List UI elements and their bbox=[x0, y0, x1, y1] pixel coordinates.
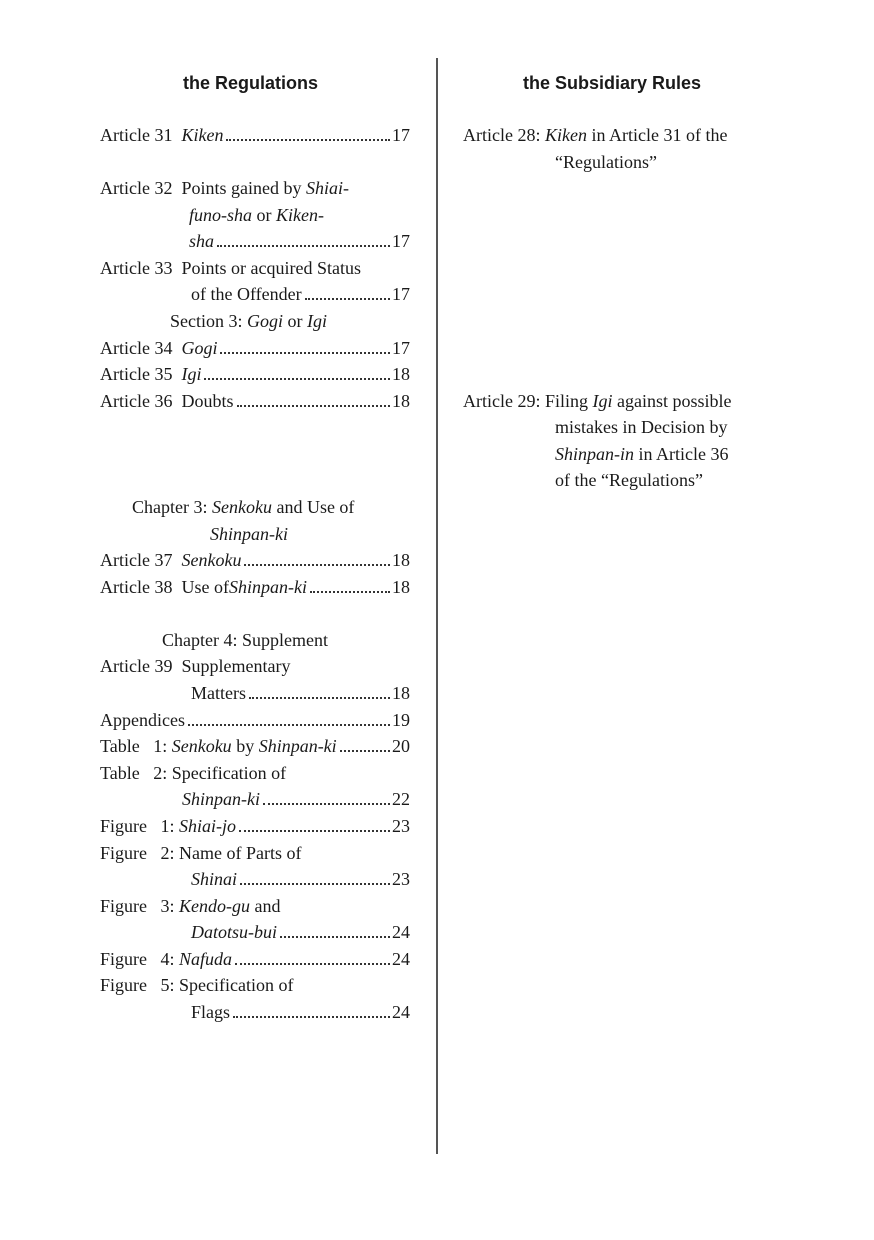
toc-table-2-line2: Shinpan-ki 22 bbox=[182, 789, 410, 809]
chapter-3-heading-line2: Shinpan-ki bbox=[210, 524, 288, 544]
toc-figure-3-line1[interactable]: Figure 3: Kendo-gu and bbox=[100, 896, 281, 916]
rule-article-28-line2: “Regulations” bbox=[555, 152, 657, 172]
toc-article-32-line2: funo-sha or Kiken- bbox=[189, 205, 324, 225]
toc-appendices[interactable]: Appendices 19 bbox=[100, 710, 410, 730]
toc-article-39-line1[interactable]: Article 39 Supplementary bbox=[100, 656, 291, 676]
toc-article-33-line2: of the Offender 17 bbox=[191, 284, 410, 304]
toc-figure-5-line1[interactable]: Figure 5: Specification of bbox=[100, 975, 294, 995]
rule-article-29-line1[interactable]: Article 29: Filing Igi against possible bbox=[463, 391, 732, 411]
rule-article-29-line4: of the “Regulations” bbox=[555, 470, 703, 490]
toc-article-39-line2: Matters 18 bbox=[191, 683, 410, 703]
toc-article-33-line1[interactable]: Article 33 Points or acquired Status bbox=[100, 258, 361, 278]
leader-dots bbox=[226, 139, 390, 141]
toc-figure-1[interactable]: Figure 1: Shiai-jo 23 bbox=[100, 816, 410, 836]
toc-figure-2-line2: Shinai 23 bbox=[191, 869, 410, 889]
section-3-heading: Section 3: Gogi or Igi bbox=[170, 311, 327, 331]
rule-article-28-line1[interactable]: Article 28: Kiken in Article 31 of the bbox=[463, 125, 728, 145]
toc-figure-3-line2: Datotsu-bui 24 bbox=[191, 922, 410, 942]
toc-figure-4[interactable]: Figure 4: Nafuda 24 bbox=[100, 949, 410, 969]
chapter-3-heading-line1: Chapter 3: Senkoku and Use of bbox=[132, 497, 355, 517]
toc-article-37[interactable]: Article 37 Senkoku 18 bbox=[100, 550, 410, 570]
toc-figure-2-line1[interactable]: Figure 2: Name of Parts of bbox=[100, 843, 302, 863]
column-divider bbox=[436, 58, 438, 1154]
toc-article-35[interactable]: Article 35 Igi 18 bbox=[100, 364, 410, 384]
toc-article-32-line1[interactable]: Article 32 Points gained by Shiai- bbox=[100, 178, 349, 198]
chapter-4-heading: Chapter 4: Supplement bbox=[162, 630, 328, 650]
toc-article-34[interactable]: Article 34 Gogi 17 bbox=[100, 338, 410, 358]
toc-table-2-line1[interactable]: Table 2: Specification of bbox=[100, 763, 287, 783]
toc-article-31[interactable]: Article 31 Kiken 17 bbox=[100, 125, 410, 145]
regulations-heading: the Regulations bbox=[183, 73, 319, 93]
toc-table-1[interactable]: Table 1: Senkoku by Shinpan-ki 20 bbox=[100, 736, 410, 756]
toc-article-36[interactable]: Article 36 Doubts 18 bbox=[100, 391, 410, 411]
rule-article-29-line2: mistakes in Decision by bbox=[555, 417, 728, 437]
toc-article-32-line3: sha 17 bbox=[189, 231, 410, 251]
rule-article-29-line3: Shinpan-in in Article 36 bbox=[555, 444, 729, 464]
subsidiary-rules-heading: the Subsidiary Rules bbox=[523, 73, 702, 93]
toc-figure-5-line2: Flags 24 bbox=[191, 1002, 410, 1022]
toc-article-38[interactable]: Article 38 Use of Shinpan-ki 18 bbox=[100, 577, 410, 597]
